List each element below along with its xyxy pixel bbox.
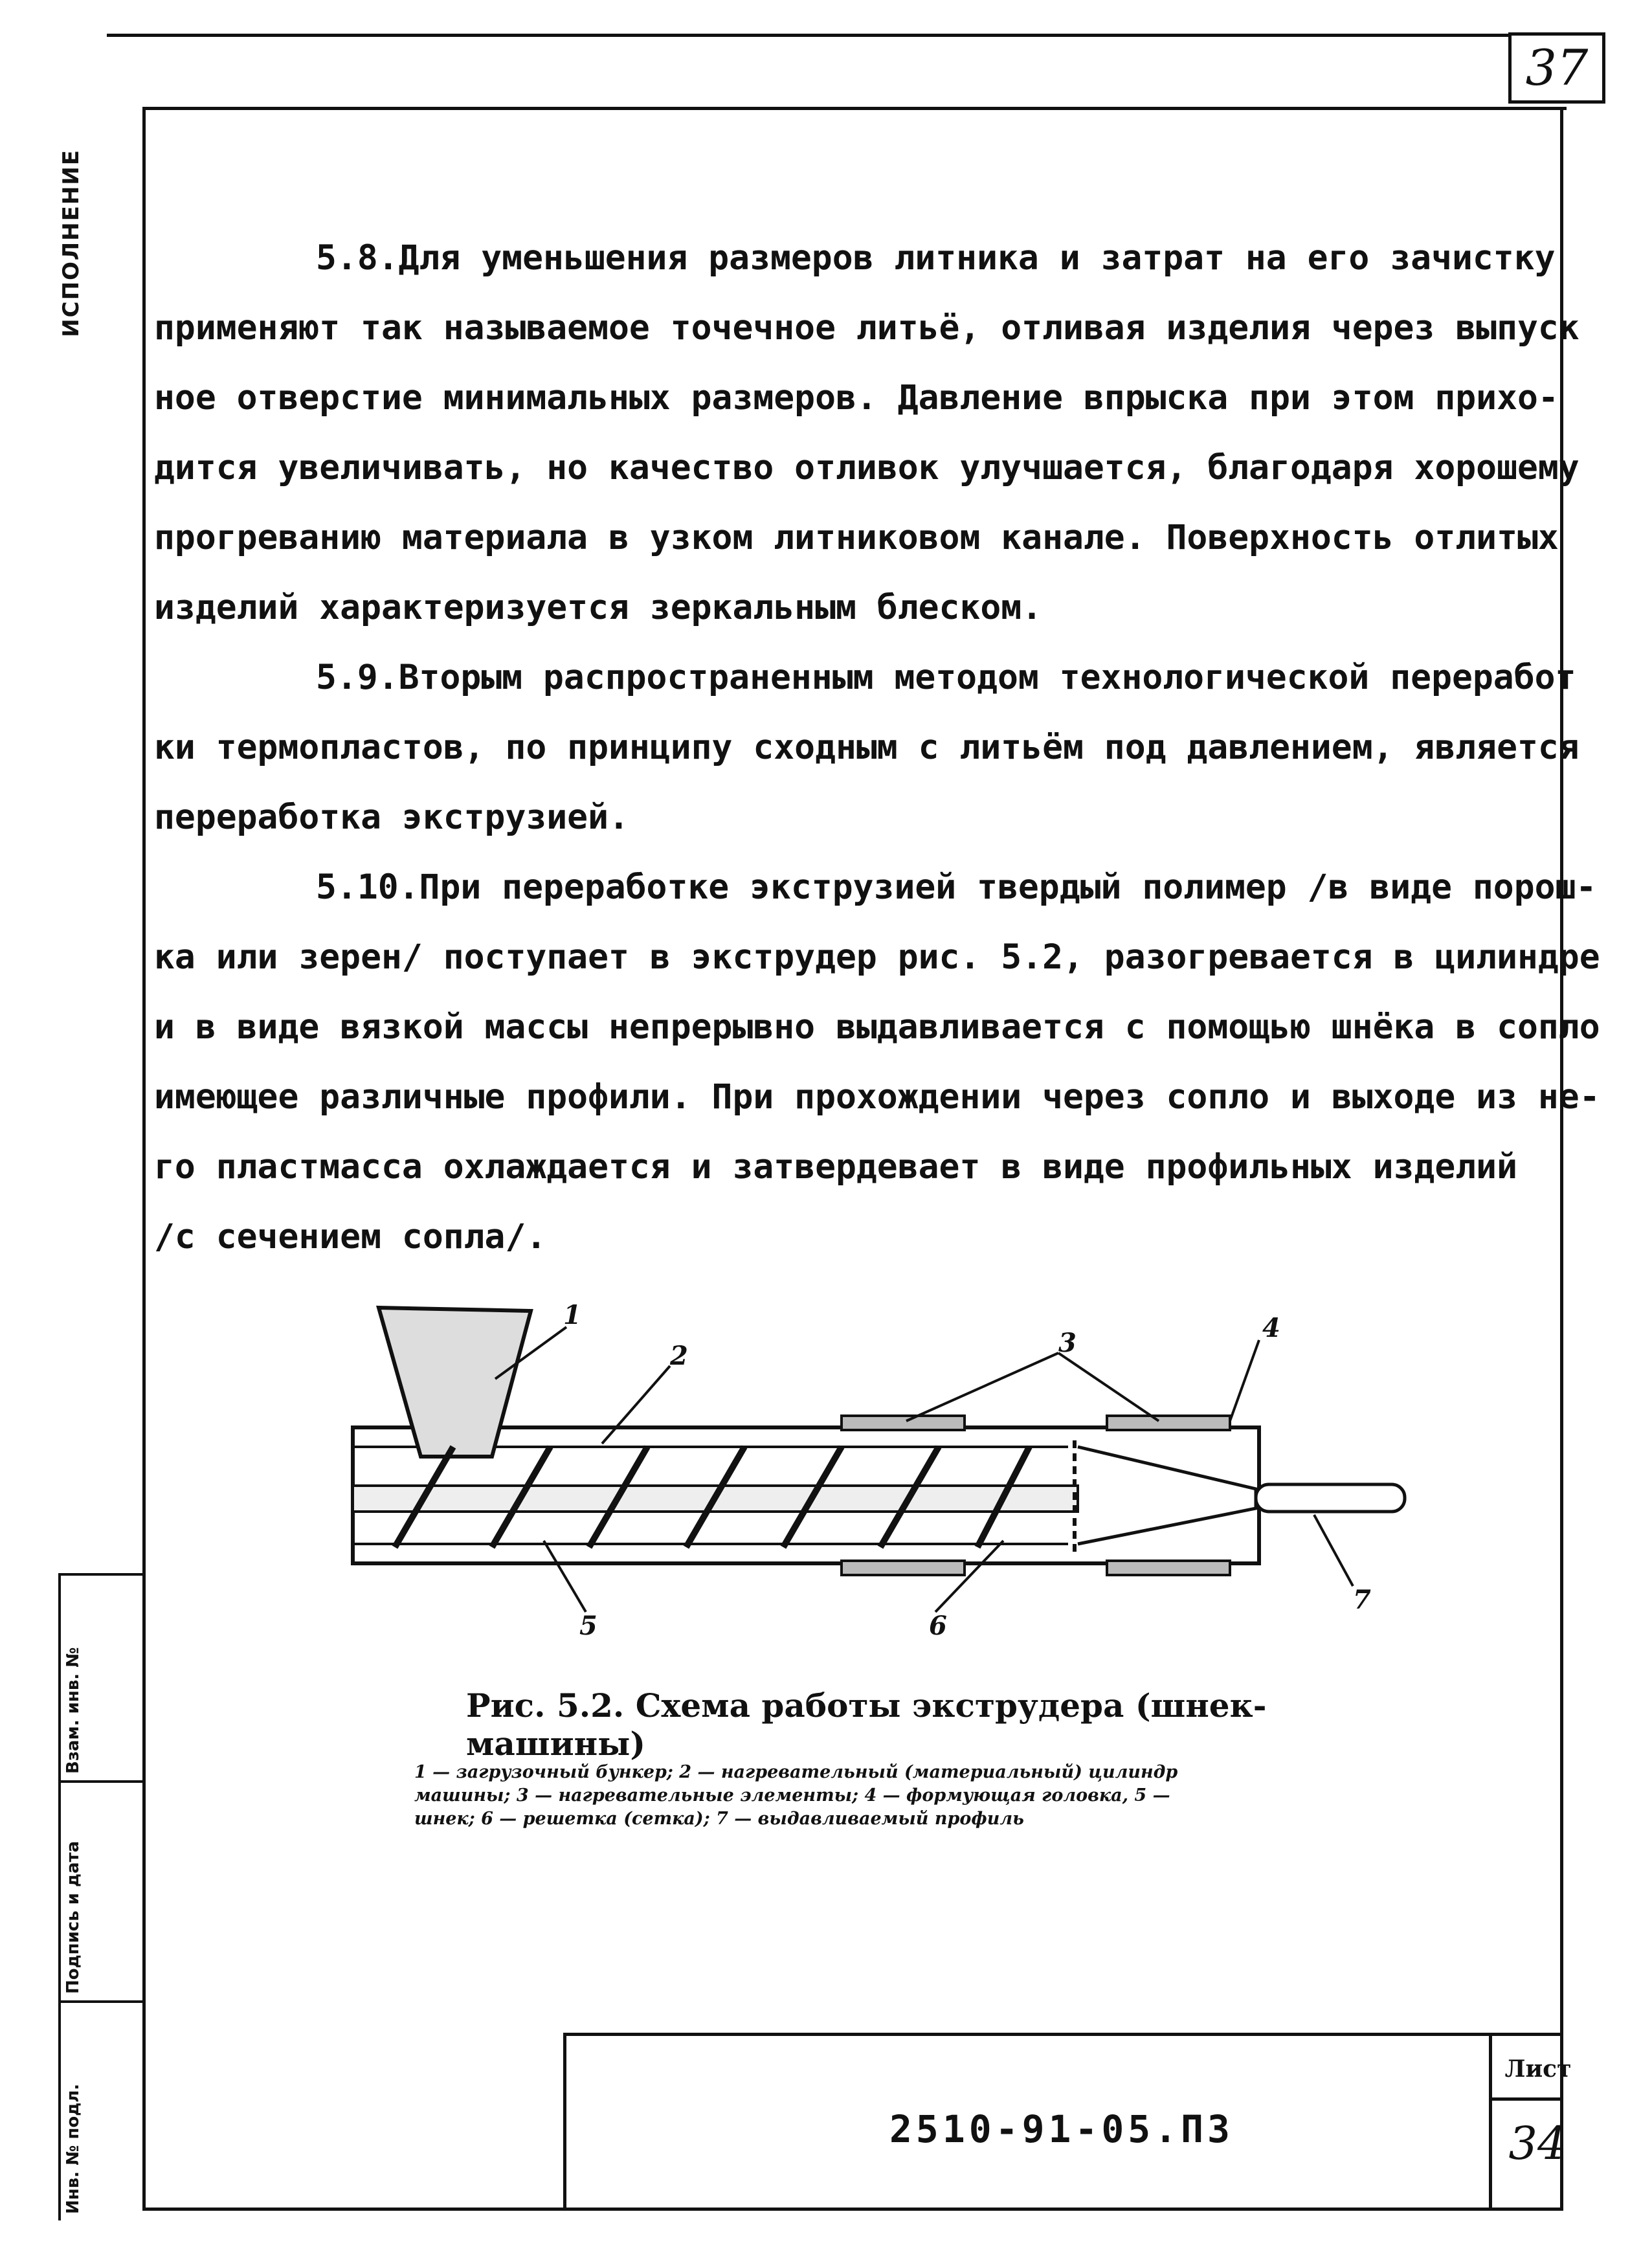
- stamp-column: [58, 1573, 142, 2220]
- forming-head: [1078, 1447, 1256, 1544]
- heater: [842, 1416, 965, 1430]
- text-line: и в виде вязкой массы непрерывно выдавливается с помощью шнёка в сопло: [154, 1007, 1600, 1047]
- extrudate-profile: [1256, 1484, 1405, 1512]
- text-line: ное отверстие минимальных размеров. Давление впрыска при этом прихо-: [154, 378, 1559, 418]
- text-line: имеющее различные профили. При прохождении через сопло и выходе из не-: [154, 1077, 1600, 1117]
- label-5: 5: [579, 1611, 597, 1638]
- legend-line: машины; 3 — нагревательные элементы; 4 — формующая головка, 5 —: [414, 1785, 1170, 1805]
- figure-caption: Рис. 5.2. Схема работы экструдера (шнек-машины): [466, 1686, 1267, 1763]
- extruder-diagram: [324, 1301, 1437, 1638]
- body-text: [154, 223, 1600, 1272]
- page-number: 37: [1508, 32, 1605, 104]
- heater: [1107, 1561, 1230, 1575]
- titleblock-sheet-rule: [1489, 2097, 1563, 2101]
- frame-bottom: [142, 2208, 1563, 2211]
- text-line: 5.9.Вторым распространенным методом технологической переработ: [316, 658, 1576, 697]
- legend-line: 1 — загрузочный бункер; 2 — нагревательный (материальный) цилиндр: [414, 1762, 1178, 1782]
- heater: [842, 1561, 965, 1575]
- text-line: применяют так называемое точечное литьё, отливая изделия через выпуск: [154, 308, 1579, 348]
- text-line: дится увеличивать, но качество отливок улучшается, благодаря хорошему: [154, 448, 1579, 487]
- hopper: [379, 1308, 531, 1457]
- document-code: 2510-91-05.ПЗ: [889, 2107, 1234, 2151]
- label-4: 4: [1262, 1313, 1280, 1343]
- titleblock-top: [563, 2033, 1563, 2036]
- stamp-label: Подпись и дата: [63, 1840, 83, 1994]
- text-line: прогреванию материала в узком литниковом канале. Поверхность отлитых: [154, 518, 1559, 557]
- figure-legend: [414, 1761, 1450, 1831]
- text-line: ки термопластов, по принципу сходным с литьём под давлением, является: [154, 728, 1579, 767]
- heater: [1107, 1416, 1230, 1430]
- text-line: изделий характеризуется зеркальным блеском.: [154, 588, 1043, 627]
- text-line: ка или зерен/ поступает в экструдер рис. 5.2, разогревается в цилиндре: [154, 937, 1600, 977]
- label-3: 3: [1058, 1328, 1077, 1358]
- sheet-label: Лист: [1504, 2055, 1572, 2083]
- label-1: 1: [563, 1301, 581, 1330]
- frame-left: [142, 107, 146, 2211]
- side-code: ИСПОЛНЕНИЕ: [58, 149, 84, 337]
- text-line: 5.10.При переработке экструзией твердый полимер /в виде порош-: [316, 867, 1597, 907]
- text-line: 5.8.Для уменьшения размеров литника и затрат на его зачистку: [316, 238, 1556, 278]
- label-2: 2: [670, 1341, 688, 1371]
- frame-top: [142, 107, 1567, 110]
- text-line: го пластмасса охлаждается и затвердевает в виде профильных изделий: [154, 1147, 1517, 1187]
- stamp-label: Инв. № подл.: [63, 2083, 83, 2214]
- label-7: 7: [1353, 1585, 1371, 1615]
- text-line: переработка экструзией.: [154, 798, 629, 837]
- titleblock-left: [563, 2033, 566, 2211]
- label-6: 6: [929, 1611, 947, 1638]
- sheet-number: 34: [1508, 2117, 1567, 2170]
- top-rule: [107, 34, 1512, 37]
- legend-line: шнек; 6 — решетка (сетка); 7 — выдавливаемый профиль: [414, 1809, 1024, 1829]
- stamp-label: Взам. инв. №: [63, 1647, 83, 1774]
- text-line: /с сечением сопла/.: [154, 1217, 547, 1257]
